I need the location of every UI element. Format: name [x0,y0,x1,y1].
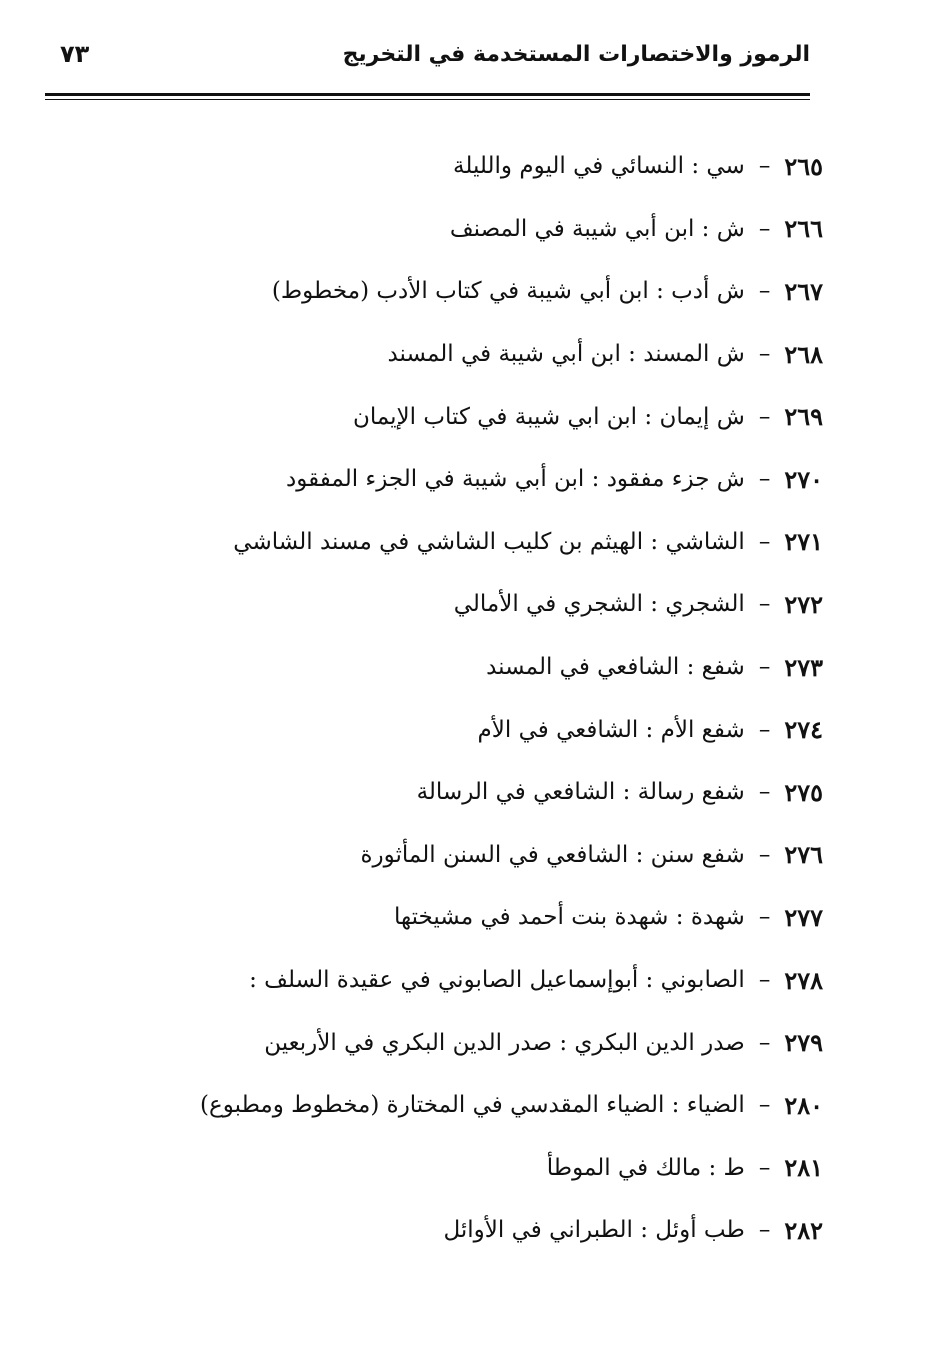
entry-separator: – [758,841,771,868]
page-number: ٧٣ [60,40,90,68]
entry-separator: – [758,654,771,681]
list-item [183,323,823,386]
entry-separator: – [758,466,771,493]
entry-text: طب أوئل : الطبراني في الأوائل [443,1217,745,1244]
entry-separator: – [758,153,771,180]
entry-text: الصابوني : أبوإسماعيل الصابوني في عقيدة السلف : [249,967,745,994]
entry-number: ٢٧٩ [784,1028,823,1058]
entry-text: ش : ابن أبي شيبة في المصنف [449,215,745,242]
entry-text: شفع : الشافعي في المسند [486,654,745,681]
list-item [183,448,823,511]
entry-number: ٢٧٣ [784,652,823,682]
list-item [183,886,823,949]
list-item [183,1199,823,1262]
entry-text: ش المسند : ابن أبي شيبة في المسند [387,341,745,368]
entry-separator: – [758,967,771,994]
entry-number: ٢٧٠ [784,464,823,494]
entry-text: شفع سنن : الشافعي في السنن المأثورة [360,841,745,868]
entry-text: ط : مالك في الموطأ [546,1154,745,1181]
entry-text: شهدة : شهدة بنت أحمد في مشيختها [393,904,745,931]
list-item [183,636,823,699]
entry-number: ٢٧٧ [784,902,823,932]
entry-text: صدر الدين البكري : صدر الدين البكري في الأربعين [264,1029,745,1056]
entry-number: ٢٧١ [784,527,823,557]
entry-text: شفع الأم : الشافعي في الأم [477,716,745,743]
page-header [45,30,810,90]
list-item [183,385,823,448]
entry-text: الشاشي : الهيثم بن كليب الشاشي في مسند الشاشي [233,528,745,555]
entry-number: ٢٧٤ [784,715,823,745]
entry-number: ٢٧٦ [784,840,823,870]
entry-number: ٢٦٨ [784,339,823,369]
list-item [183,761,823,824]
list-item [183,135,823,198]
entry-separator: – [758,716,771,743]
entry-separator: – [758,528,771,555]
entry-number: ٢٨١ [784,1153,823,1183]
entry-text: سي : النسائي في اليوم والليلة [453,153,745,180]
entry-text: شفع رسالة : الشافعي في الرسالة [416,779,745,806]
entry-separator: – [758,1029,771,1056]
list-item [183,573,823,636]
list-item [183,698,823,761]
entry-separator: – [758,904,771,931]
entry-separator: – [758,779,771,806]
list-item [183,1074,823,1137]
entry-separator: – [758,1092,771,1119]
header-rule-thick [45,93,810,96]
entry-separator: – [758,1217,771,1244]
list-item [183,511,823,574]
entry-separator: – [758,215,771,242]
entry-text: الضياء : الضياء المقدسي في المختارة (مخطوط ومطبوع) [200,1092,745,1119]
entry-separator: – [758,403,771,430]
entry-number: ٢٨٢ [784,1215,823,1245]
list-item [183,1137,823,1200]
list-item [183,949,823,1012]
entry-separator: – [758,341,771,368]
header-rule-thin [45,99,810,100]
entry-number: ٢٦٦ [784,214,823,244]
entry-number: ٢٧٨ [784,965,823,995]
entry-number: ٢٦٧ [784,276,823,306]
entry-number: ٢٦٥ [784,151,823,181]
entry-number: ٢٧٥ [784,777,823,807]
entry-number: ٢٦٩ [784,402,823,432]
abbreviation-list [183,135,823,1262]
entry-text: ش جزء مفقود : ابن أبي شيبة في الجزء المفقود [286,466,745,493]
entry-text: ش أدب : ابن أبي شيبة في كتاب الأدب (مخطوط) [271,278,745,305]
list-item [183,824,823,887]
entry-text: الشجري : الشجري في الأمالي [453,591,745,618]
entry-number: ٢٨٠ [784,1090,823,1120]
entry-text: ش إيمان : ابن ابي شيبة في كتاب الإيمان [352,403,745,430]
list-item [183,198,823,261]
list-item [183,260,823,323]
entry-separator: – [758,1154,771,1181]
running-title: الرموز والاختصارات المستخدمة في التخريج [342,42,810,67]
entry-separator: – [758,591,771,618]
entry-separator: – [758,278,771,305]
entry-number: ٢٧٢ [784,589,823,619]
list-item [183,1011,823,1074]
